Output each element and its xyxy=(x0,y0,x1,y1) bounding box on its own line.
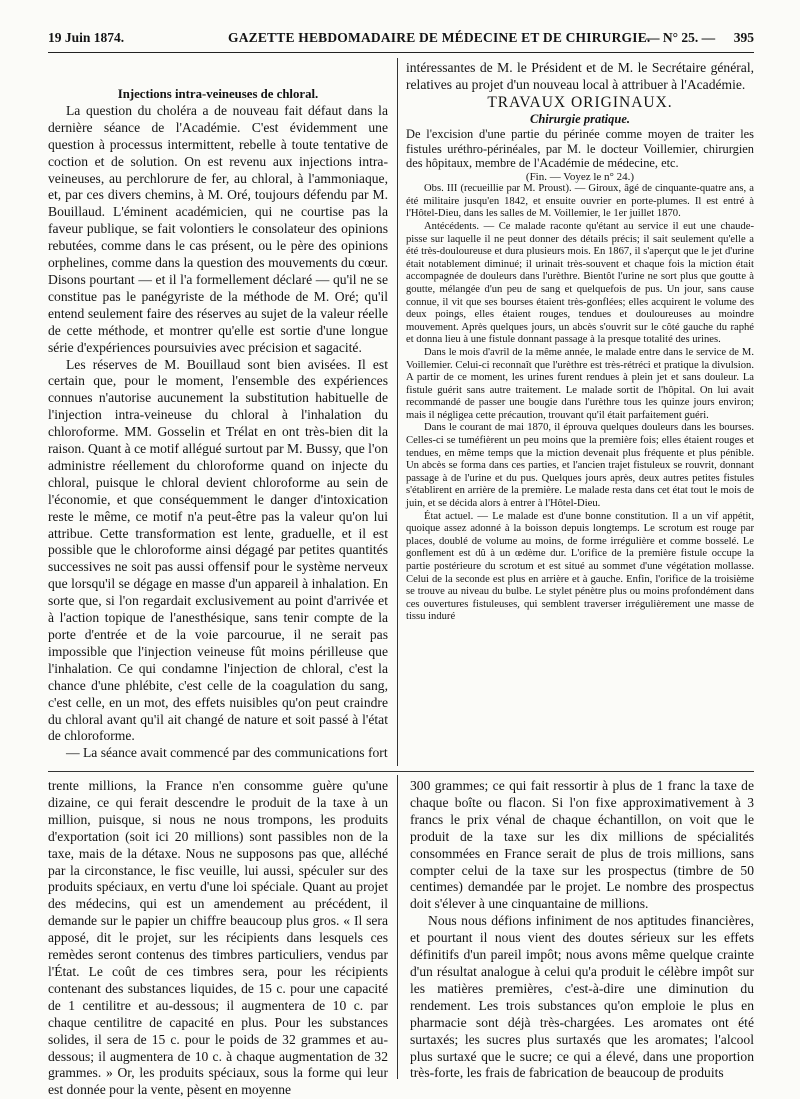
section-divider xyxy=(48,771,754,772)
observation-paragraph: Dans le courant de mai 1870, il éprouva quelques douleurs dans les bourses. Celles-ci se tuméfièrent un peu moins que la première fois; elles étaient rouges et tendues, en même temps que la miction devenait plus fréquente et plus pénible. Un abcès se forma dans ces parties, et l'ancien trajet fistuleux se rouvrit, donnant passage à de l'urine et du pus. Quelques jours après, deux autres petites fistules s'établirent en arrière de la première. Le malade resta dans cet état tout le mois de juin, et se décida alors à entrer à l'Hôtel-Dieu. xyxy=(406,422,754,510)
observation-paragraph: Dans le mois d'avril de la même année, le malade entre dans le service de M. Voillemier. Celui-ci reconnaît que l'urèthre est très-rétréci et pratique la divulsion. A partir de ce moment, les urines furent rendues à plein jet et sans douleur. La fistule guérit sans autre traitement. Le malade sortit de l'hôpital. On lui avait recommandé de passer une bougie dans l'urèthre tous les quinze jours environ; mais il négligea cette précaution, trouvant qu'il était parfaitement guéri. xyxy=(406,346,754,421)
header-rule xyxy=(48,52,754,53)
paragraph: — La séance avait commencé par des communications fort xyxy=(66,745,388,761)
observation-paragraph: Antécédents. — Ce malade raconte qu'étant au service il eut une chaude-pisse sur laquelle il ne peut donner des détails précis; il sait seulement qu'elle a été très-douloureuse et dura plusieurs mois. En 1867, il s'aperçut que le jet d'urine était notablement diminué; il urinait très-souvent et chaque fois la miction était accompagnée de douleurs dans l'urèthre. Bientôt l'urine ne sort plus que goutte à goutte, mélangée d'un peu de sang et quelquefois de pus. Un jour, sans cause connue, il vit que ses bourses étaient très-gonflées; elles acquirent le volume des deux poings, elles étaient rouges, tendues et douloureuses au moindre mouvement. Après quelques jours, un abcès s'ouvrit sur le côté gauche du raphé et donna lieu à une fistule donnant passage à la presque totalité des urines. xyxy=(406,220,754,346)
issue-number: — N° 25. — xyxy=(646,30,716,45)
paragraph: trente millions, la France n'en consomme guère qu'une dizaine, ce qui ferait descendre le produit de la taxe à un million, puisque, si nous ne nous trompons, les produits d'exportation (soit ici 20 millions) sont passibles non de la taxe, mais de la détaxe. Nous ne supposons pas que, alléché par la circonstance, le fisc veuille, lui aussi, spéculer sur des produits spéciaux, en vertu d'une loi spéciale. Quant au projet des médecins, qui est un amendement au précédent, il demande sur le papier un chiffre beaucoup plus gros. « Il sera apposé, dit le projet, sur les récipients dans lesquels ces remèdes seront contenus des timbres particuliers, vendus par l'État. Le coût de ces timbres sera, pour les récipients contenant des substances liquides, de 15 c. pour une capacité de 1 centilitre et au-dessous; il augmentera de 10 c. par chaque centilitre de capacité en plus. Pour les substances solides, il sera de 15 c. pour le poids de 32 grammes et au-dessous; il augmentera de 10 c. à chaque augmentation de 32 grammes. » Or, les produits spéciaux, sous la forme qui leur est donnée pour la vente, pèsent en moyenne xyxy=(48,778,388,1098)
journal-title: GAZETTE HEBDOMADAIRE DE MÉDECINE ET DE CHIRURGIE. xyxy=(228,30,651,45)
continuation-note: (Fin. — Voyez le n° 24.) xyxy=(525,171,635,184)
section-title-travaux: TRAVAUX ORIGINAUX. xyxy=(487,93,673,111)
issue-date: 19 Juin 1874. xyxy=(48,30,125,45)
page-header xyxy=(48,30,754,50)
paragraph: Les réserves de M. Bouillaud sont bien avisées. Il est certain que, pour le moment, l'ensemble des expériences connues n'autorise aucunement la substitution habituelle de l'injection intra-veineuse du chloral à l'inhalation du chloroforme. MM. Gosselin et Trélat en ont très-bien dit la raison. Quant à ce motif allégué surtout par M. Bussy, que l'on administre réellement du chloroforme quand on injecte du chloral, puisque le chloral devient chloroforme au sein de l'économie, et que conséquemment le danger d'intoxication reste le même, ce motif n'a peut-être pas la valeur qu'on lui attribue. Cette transformation est lente, graduelle, et il est possible que le chloroforme ainsi dégagé par petites quantités successives ne soit pas aussi offensif pour le système nerveux que lorsqu'il se dégage en masse d'un appareil à inhalation. En sorte que, si l'on regardait exclusivement au point d'arrivée et à l'action topique de l'anesthésique, sans tenir compte de la porte d'entrée et de la voie parcourue, il ne serait pas impossible que l'injection veineuse fût moins périlleuse que l'inhalation. Ce qui condamne l'injection de chloral, c'est la chance d'une phlébite, c'est celle de la coagulation du sang, c'est celle, en un mot, des effets nuisibles qu'on peut craindre du chloral avant qu'il ait changé de nature et soit passé à l'état de chloroforme. xyxy=(48,356,388,744)
observation-paragraph: Obs. III (recueillie par M. Proust). — Giroux, âgé de cinquante-quatre ans, a été militaire jusqu'en 1842, et ensuite ouvrier en porte-plumes. Il est entré à l'Hôtel-Dieu, dans les salles de M. Voillemier, le 1er juillet 1870. xyxy=(406,183,754,220)
column-divider xyxy=(397,58,398,766)
column-divider-bottom xyxy=(397,775,398,1079)
observation-paragraph: État actuel. — Le malade est d'une bonne constitution. Il a un vif appétit, quoique assez adonné à la boisson depuis longtemps. Le scrotum est rouge par places, doublé de volume au moins, de forme irrégulière et comme bosselé. Le gonflement est dû à un œdème dur. L'orifice de la première fistule occupe la partie postérieure du scrotum et est situé au sommet d'une végétation mollasse. Celui de la seconde est plus en arrière et à gauche. Enfin, l'orifice de la troisième se trouve au niveau du bulbe. Le stylet pénètre plus ou moins profondément dans ces ouvertures fistuleuses, qui semblent traverser irrégulièrement une masse de tissu induré xyxy=(406,510,754,623)
paragraph: Nous nous défions infiniment de nos aptitudes financières, et pourtant il nous vient des doutes sérieux sur les effets définitifs d'un pareil impôt; nous avons même quelque crainte d'un résultat analogue à celui qu'a produit le célèbre impôt sur les matières premières, c'est-à-dire une diminution du rendement. Les trois substances qu'on emploie le plus en pharmacie sont déjà très-chargées. Les aromates ont été surtaxés; les sucres plus surtaxés que les aromates; l'alcool plus surtaxé que le sucre; ce qui a élevé, dans une proportion très-forte, les frais de fabrication de beaucoup de produits xyxy=(410,913,754,1081)
bottom-left-column xyxy=(48,778,388,1098)
article-title: De l'excision d'une partie du périnée comme moyen de traiter les fistules uréthro-périnéales, par M. le docteur Voillemier, chirurgien des hôpitaux, membre de l'Académie de médecine, etc. xyxy=(406,126,754,171)
subsection-title: Chirurgie pratique. xyxy=(529,111,631,126)
paragraph: 300 grammes; ce qui fait ressortir à plus de 1 franc la taxe de chaque boîte ou flacon. Si l'on fixe approximativement à 3 francs le prix vénal de chaque échantillon, on voit que le produit de la taxe sur les dix millions de spécialités consommées en France serait de plus de trois millions, sans compter celui de la taxe sur les prospectus (timbre de 50 centimes) demandée par le projet. Le nombre des prospectus doit s'élever à une cinquantaine de millions. xyxy=(410,778,754,912)
right-column xyxy=(406,60,754,766)
bottom-right-column xyxy=(410,778,754,1081)
page-number: 395 xyxy=(733,30,754,45)
continuation-text: intéressantes de M. le Président et de M. le Secrétaire général, relatives au projet d'un nouveau local à attribuer à l'Académie. xyxy=(406,60,754,92)
left-column xyxy=(48,86,388,766)
paragraph: La question du choléra a de nouveau fait défaut dans la dernière séance de l'Académie. C'est évidemment une question à processus intermittent, rebelle à toute tentative de coction et de solution. On est revenu aux injections intra-veineuses, au perchlorure de fer, au chloral, à l'ammoniaque, et, par ces divers chemins, à M. Oré, toujours défendu par M. Bouillaud. L'éminent académicien, qui ne courtise pas la faveur publique, se fait volontiers le consolateur des opinions rebutées, comme dans le cas présent, ou le père des opinions orphelines, comme dans la question des mouvements du cœur. Disons pourtant — et il l'a formellement déclaré — qu'il ne se constitue pas le panégyriste de la méthode de M. Oré; qu'il entend seulement faire des réserves au sujet de la valeur réelle de cette méthode, et montrer qu'elle est sortie d'une longue série d'expériences poursuivies avec précision et sagacité. xyxy=(48,102,388,355)
section-title-injections: Injections intra-veineuses de chloral. xyxy=(117,87,319,101)
